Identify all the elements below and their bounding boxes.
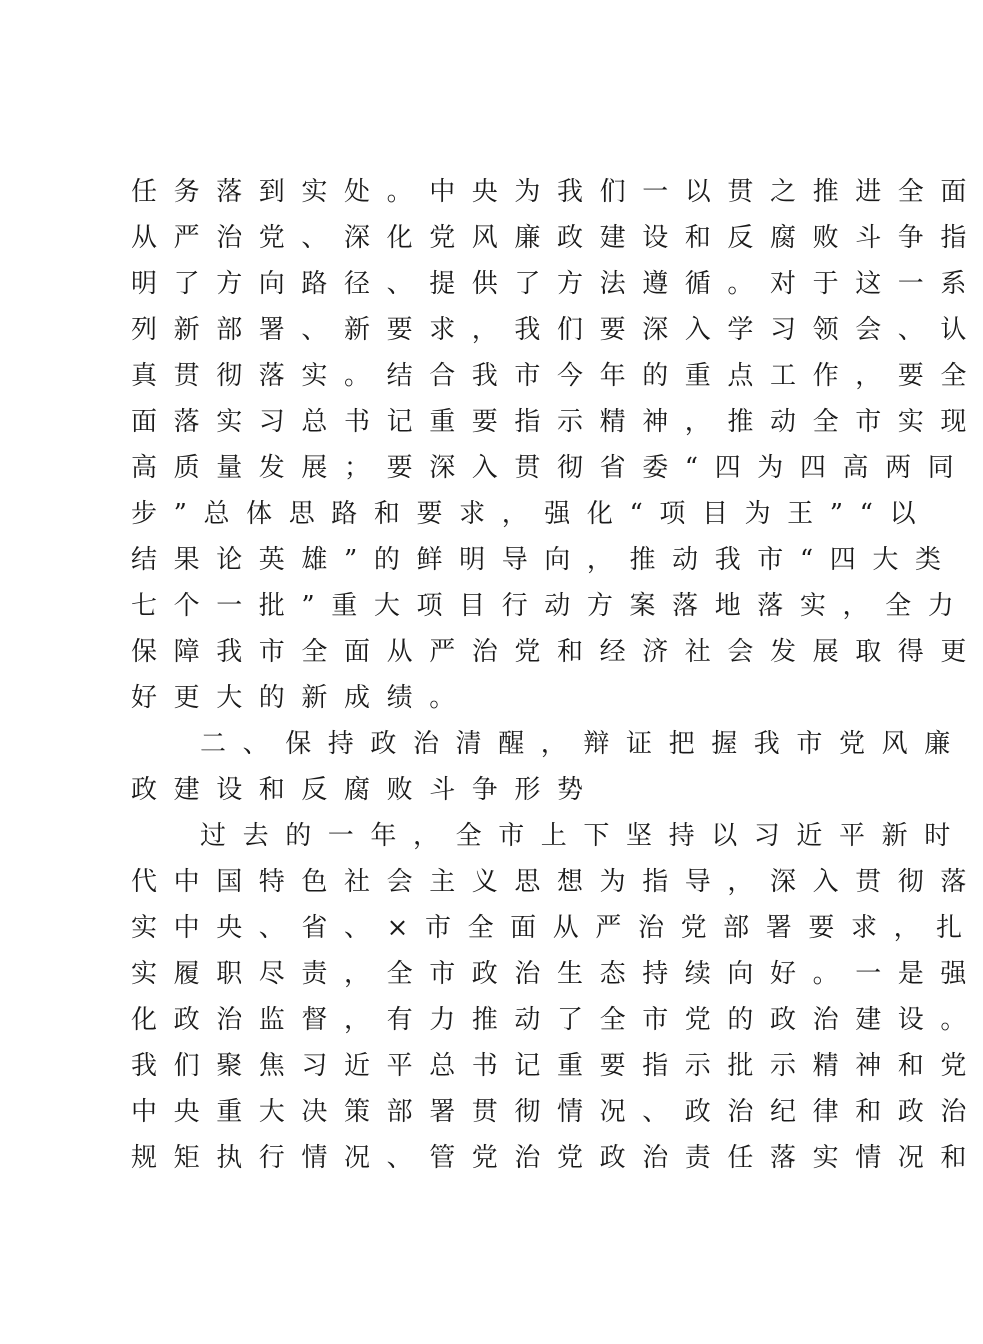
paragraph-line: 好更大的新成绩。 bbox=[131, 683, 472, 713]
paragraph-line: 实履职尽责，全市政治生态持续向好。一是强 bbox=[131, 959, 983, 989]
paragraph-line: 规矩执行情况、管党治党政治责任落实情况和 bbox=[131, 1143, 983, 1173]
paragraph-line: 从严治党、深化党风廉政建设和反腐败斗争指 bbox=[131, 223, 983, 253]
paragraph-line: 过去的一年，全市上下坚持以习近平新时 bbox=[200, 821, 967, 851]
paragraph-line: 化政治监督，有力推动了全市党的政治建设。 bbox=[131, 1005, 983, 1035]
paragraph-line: 实中央、省、×市全面从严治党部署要求，扎 bbox=[131, 913, 979, 943]
paragraph-line: 步”总体思路和要求，强化“项目为王”“以 bbox=[131, 499, 933, 529]
paragraph-line: 中央重大决策部署贯彻情况、政治纪律和政治 bbox=[131, 1097, 983, 1127]
section-heading-line: 二、保持政治清醒，辩证把握我市党风廉 bbox=[200, 729, 967, 759]
paragraph-line: 任务落到实处。中央为我们一以贯之推进全面 bbox=[131, 177, 983, 207]
section-heading-line: 政建设和反腐败斗争形势 bbox=[131, 775, 600, 805]
paragraph-line: 面落实习总书记重要指示精神，推动全市实现 bbox=[131, 407, 983, 437]
paragraph-line: 高质量发展；要深入贯彻省委“四为四高两同 bbox=[131, 453, 971, 483]
paragraph-line: 代中国特色社会主义思想为指导，深入贯彻落 bbox=[131, 867, 983, 897]
paragraph-line: 明了方向路径、提供了方法遵循。对于这一系 bbox=[131, 269, 983, 299]
paragraph-line: 列新部署、新要求，我们要深入学习领会、认 bbox=[131, 315, 983, 345]
paragraph-line: 真贯彻落实。结合我市今年的重点工作，要全 bbox=[131, 361, 983, 391]
paragraph-line: 七个一批”重大项目行动方案落地落实，全力 bbox=[131, 591, 971, 621]
paragraph-line: 保障我市全面从严治党和经济社会发展取得更 bbox=[131, 637, 983, 667]
paragraph-line: 我们聚焦习近平总书记重要指示批示精神和党 bbox=[131, 1051, 983, 1081]
paragraph-line: 结果论英雄”的鲜明导向，推动我市“四大类 bbox=[131, 545, 958, 575]
